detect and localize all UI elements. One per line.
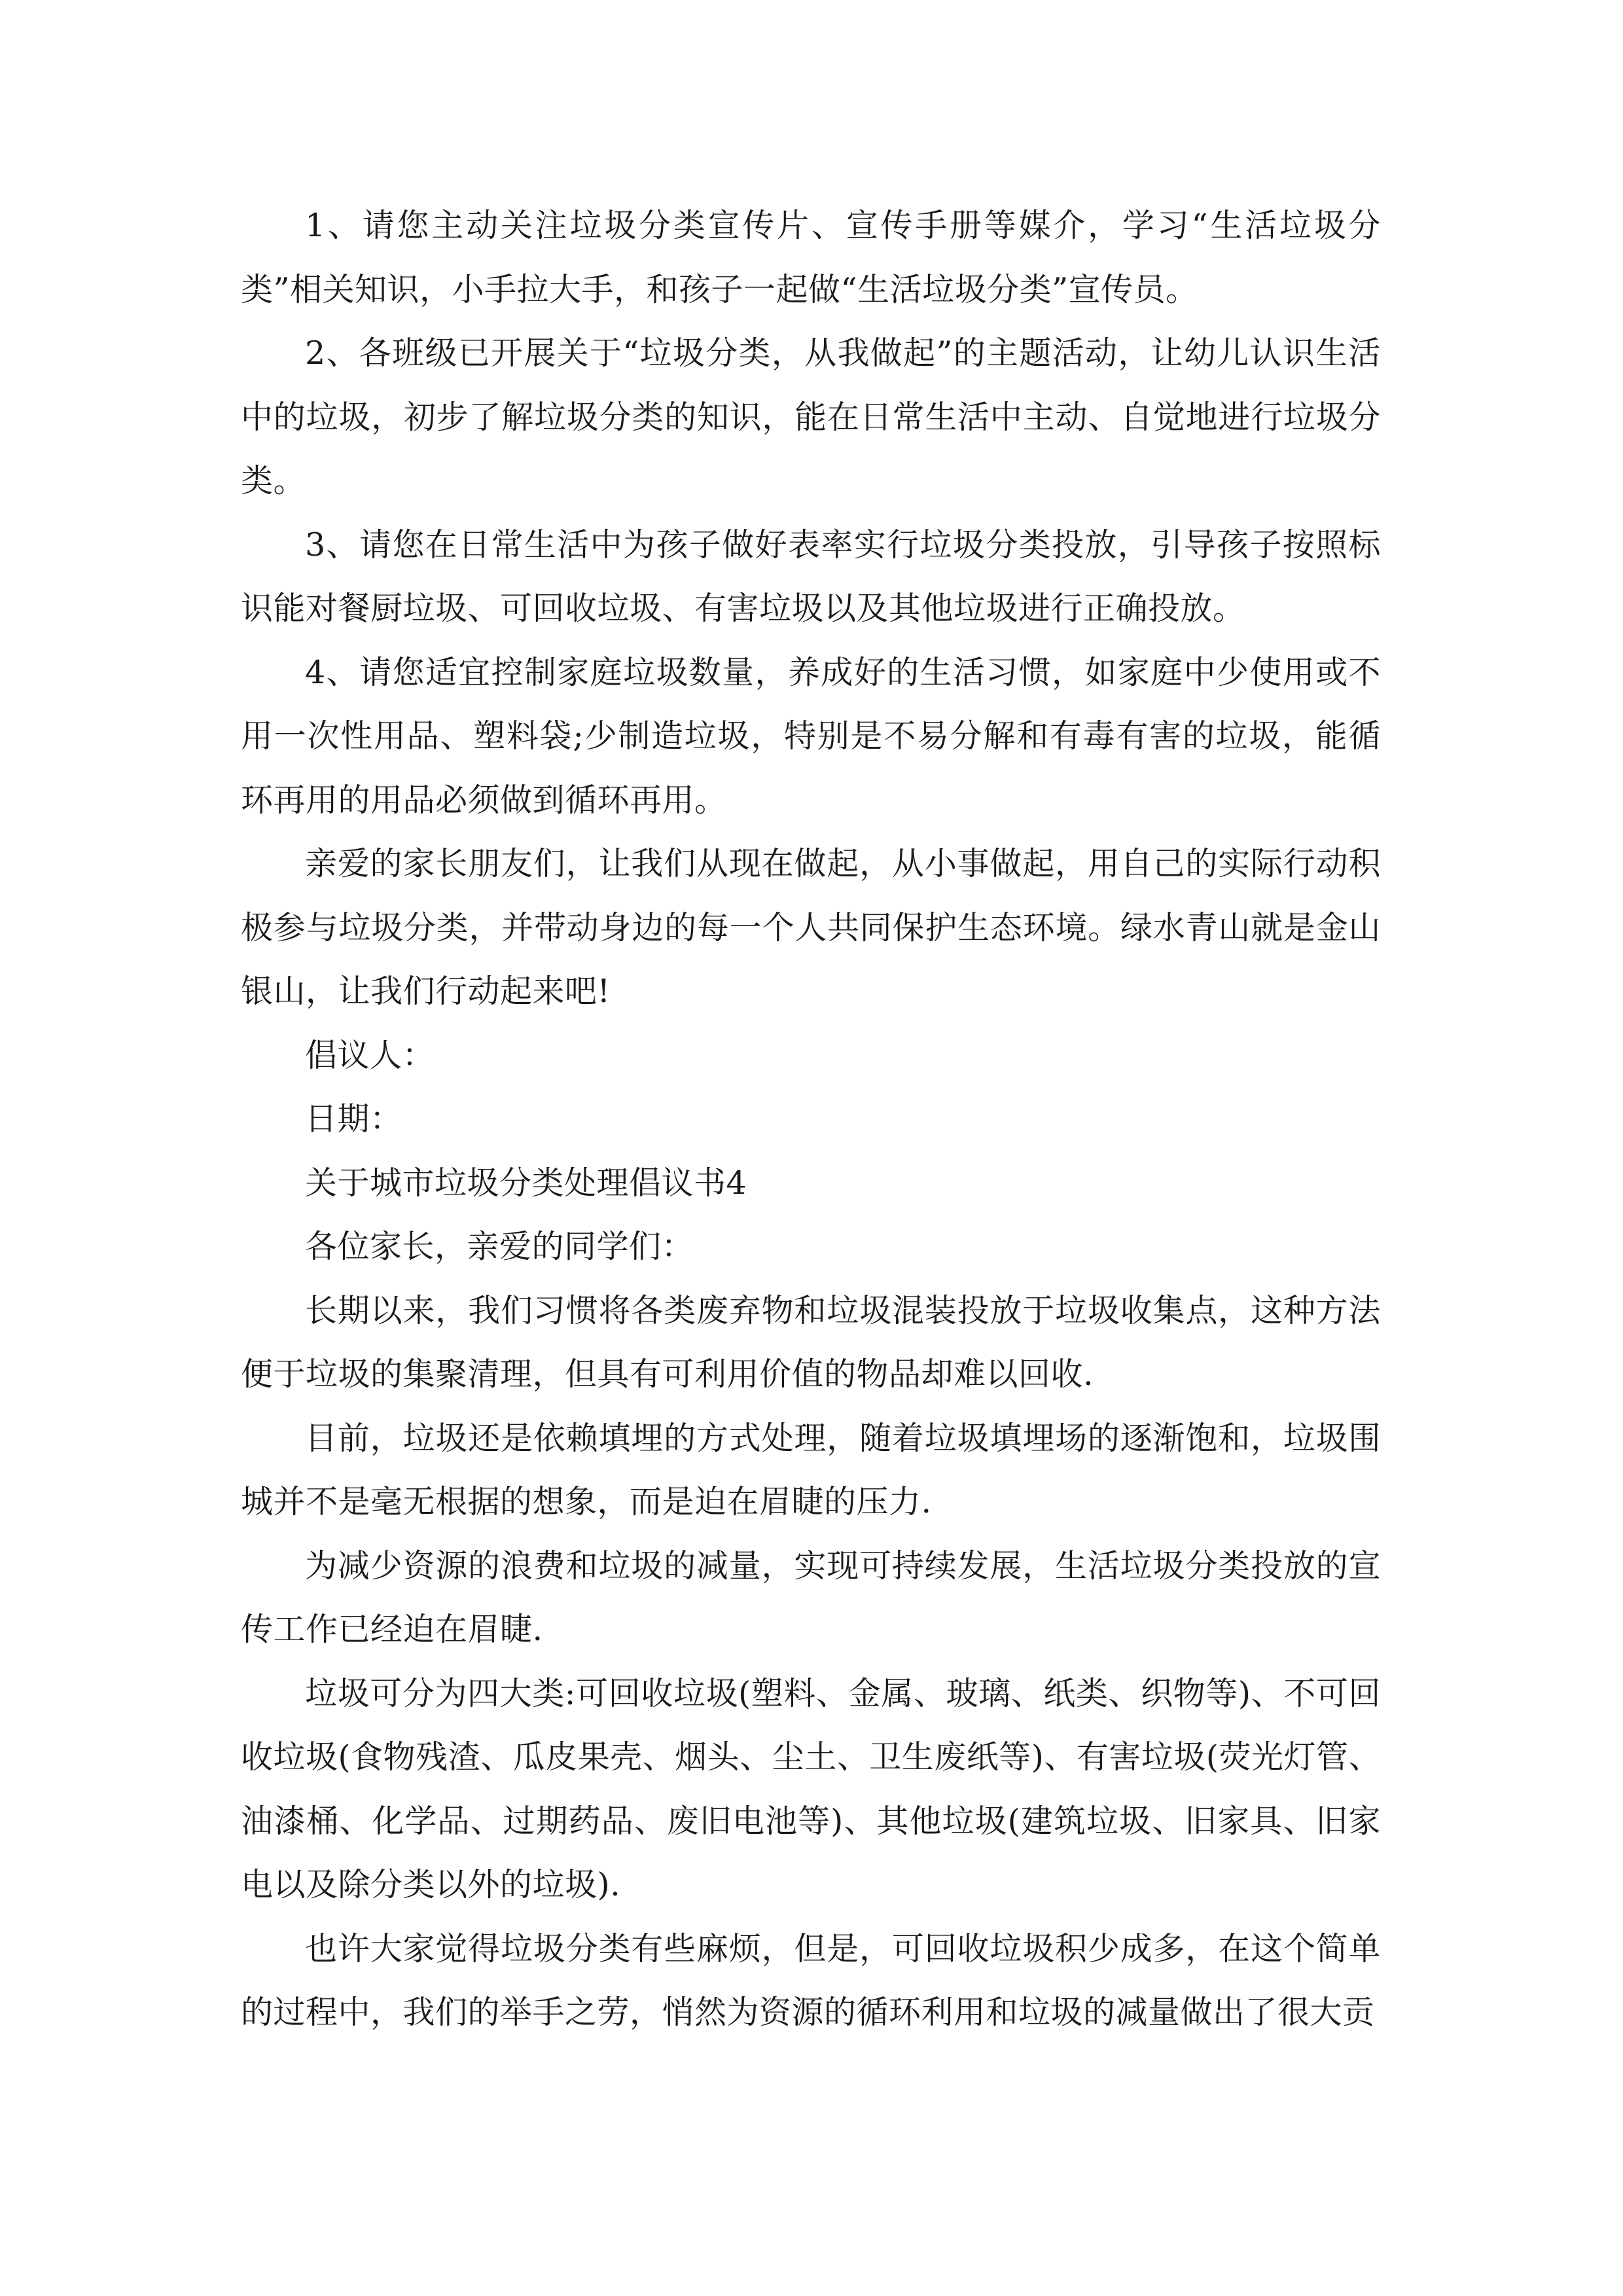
body-paragraph: 为减少资源的浪费和垃圾的减量，实现可持续发展，生活垃圾分类投放的宣传工作已经迫在眉睫. — [241, 1547, 1381, 1648]
waste-categories-paragraph: 垃圾可分为四大类:可回收垃圾(塑料、金属、玻璃、纸类、织物等)、不可回收垃圾(食物残渣、瓜皮果壳、烟头、尘土、卫生废纸等)、有害垃圾(荧光灯管、油漆桶、化学品、过期药品、废旧电池等)、其他垃圾(建筑垃圾、旧家具、旧家电以及除分类以外的垃圾). — [241, 1674, 1381, 1903]
proposer-label: 倡议人： — [305, 1036, 435, 1074]
date-label: 日期： — [305, 1100, 402, 1138]
document-page — [241, 194, 1381, 2045]
body-paragraph: 目前，垃圾还是依赖填埋的方式处理，随着垃圾填埋场的逐渐饱和，垃圾围城并不是毫无根据的想象，而是迫在眉睫的压力. — [241, 1419, 1381, 1520]
paragraph-item-1: 1、请您主动关注垃圾分类宣传片、宣传手册等媒介，学习“生活垃圾分类”相关知识，小手拉大手，和孩子一起做“生活垃圾分类”宣传员。 — [241, 207, 1381, 308]
body-paragraph: 长期以来，我们习惯将各类废弃物和垃圾混装投放于垃圾收集点，这种方法便于垃圾的集聚清理，但具有可利用价值的物品却难以回收. — [241, 1291, 1381, 1393]
paragraph-item-2: 2、各班级已开展关于“垃圾分类，从我做起”的主题活动，让幼儿认识生活中的垃圾，初步了解垃圾分类的知识，能在日常生活中主动、自觉地进行垃圾分类。 — [241, 334, 1381, 499]
salutation: 各位家长，亲爱的同学们： — [305, 1228, 694, 1265]
paragraph-item-3: 3、请您在日常生活中为孩子做好表率实行垃圾分类投放，引导孩子按照标识能对餐厨垃圾、可回收垃圾、有害垃圾以及其他垃圾进行正确投放。 — [241, 526, 1381, 627]
body-paragraph: 也许大家觉得垃圾分类有些麻烦，但是，可回收垃圾积少成多，在这个简单的过程中，我们的举手之劳，悄然为资源的循环利用和垃圾的减量做出了很大贡 — [241, 1929, 1381, 2031]
closing-appeal-paragraph: 亲爱的家长朋友们，让我们从现在做起，从小事做起，用自己的实际行动积极参与垃圾分类，并带动身边的每一个人共同保护生态环境。绿水青山就是金山银山，让我们行动起来吧! — [241, 845, 1381, 1010]
paragraph-item-4: 4、请您适宜控制家庭垃圾数量，养成好的生活习惯，如家庭中少使用或不用一次性用品、塑料袋;少制造垃圾，特别是不易分解和有毒有害的垃圾，能循环再用的用品必须做到循环再用。 — [241, 653, 1381, 819]
section-title: 关于城市垃圾分类处理倡议书4 — [305, 1164, 747, 1202]
